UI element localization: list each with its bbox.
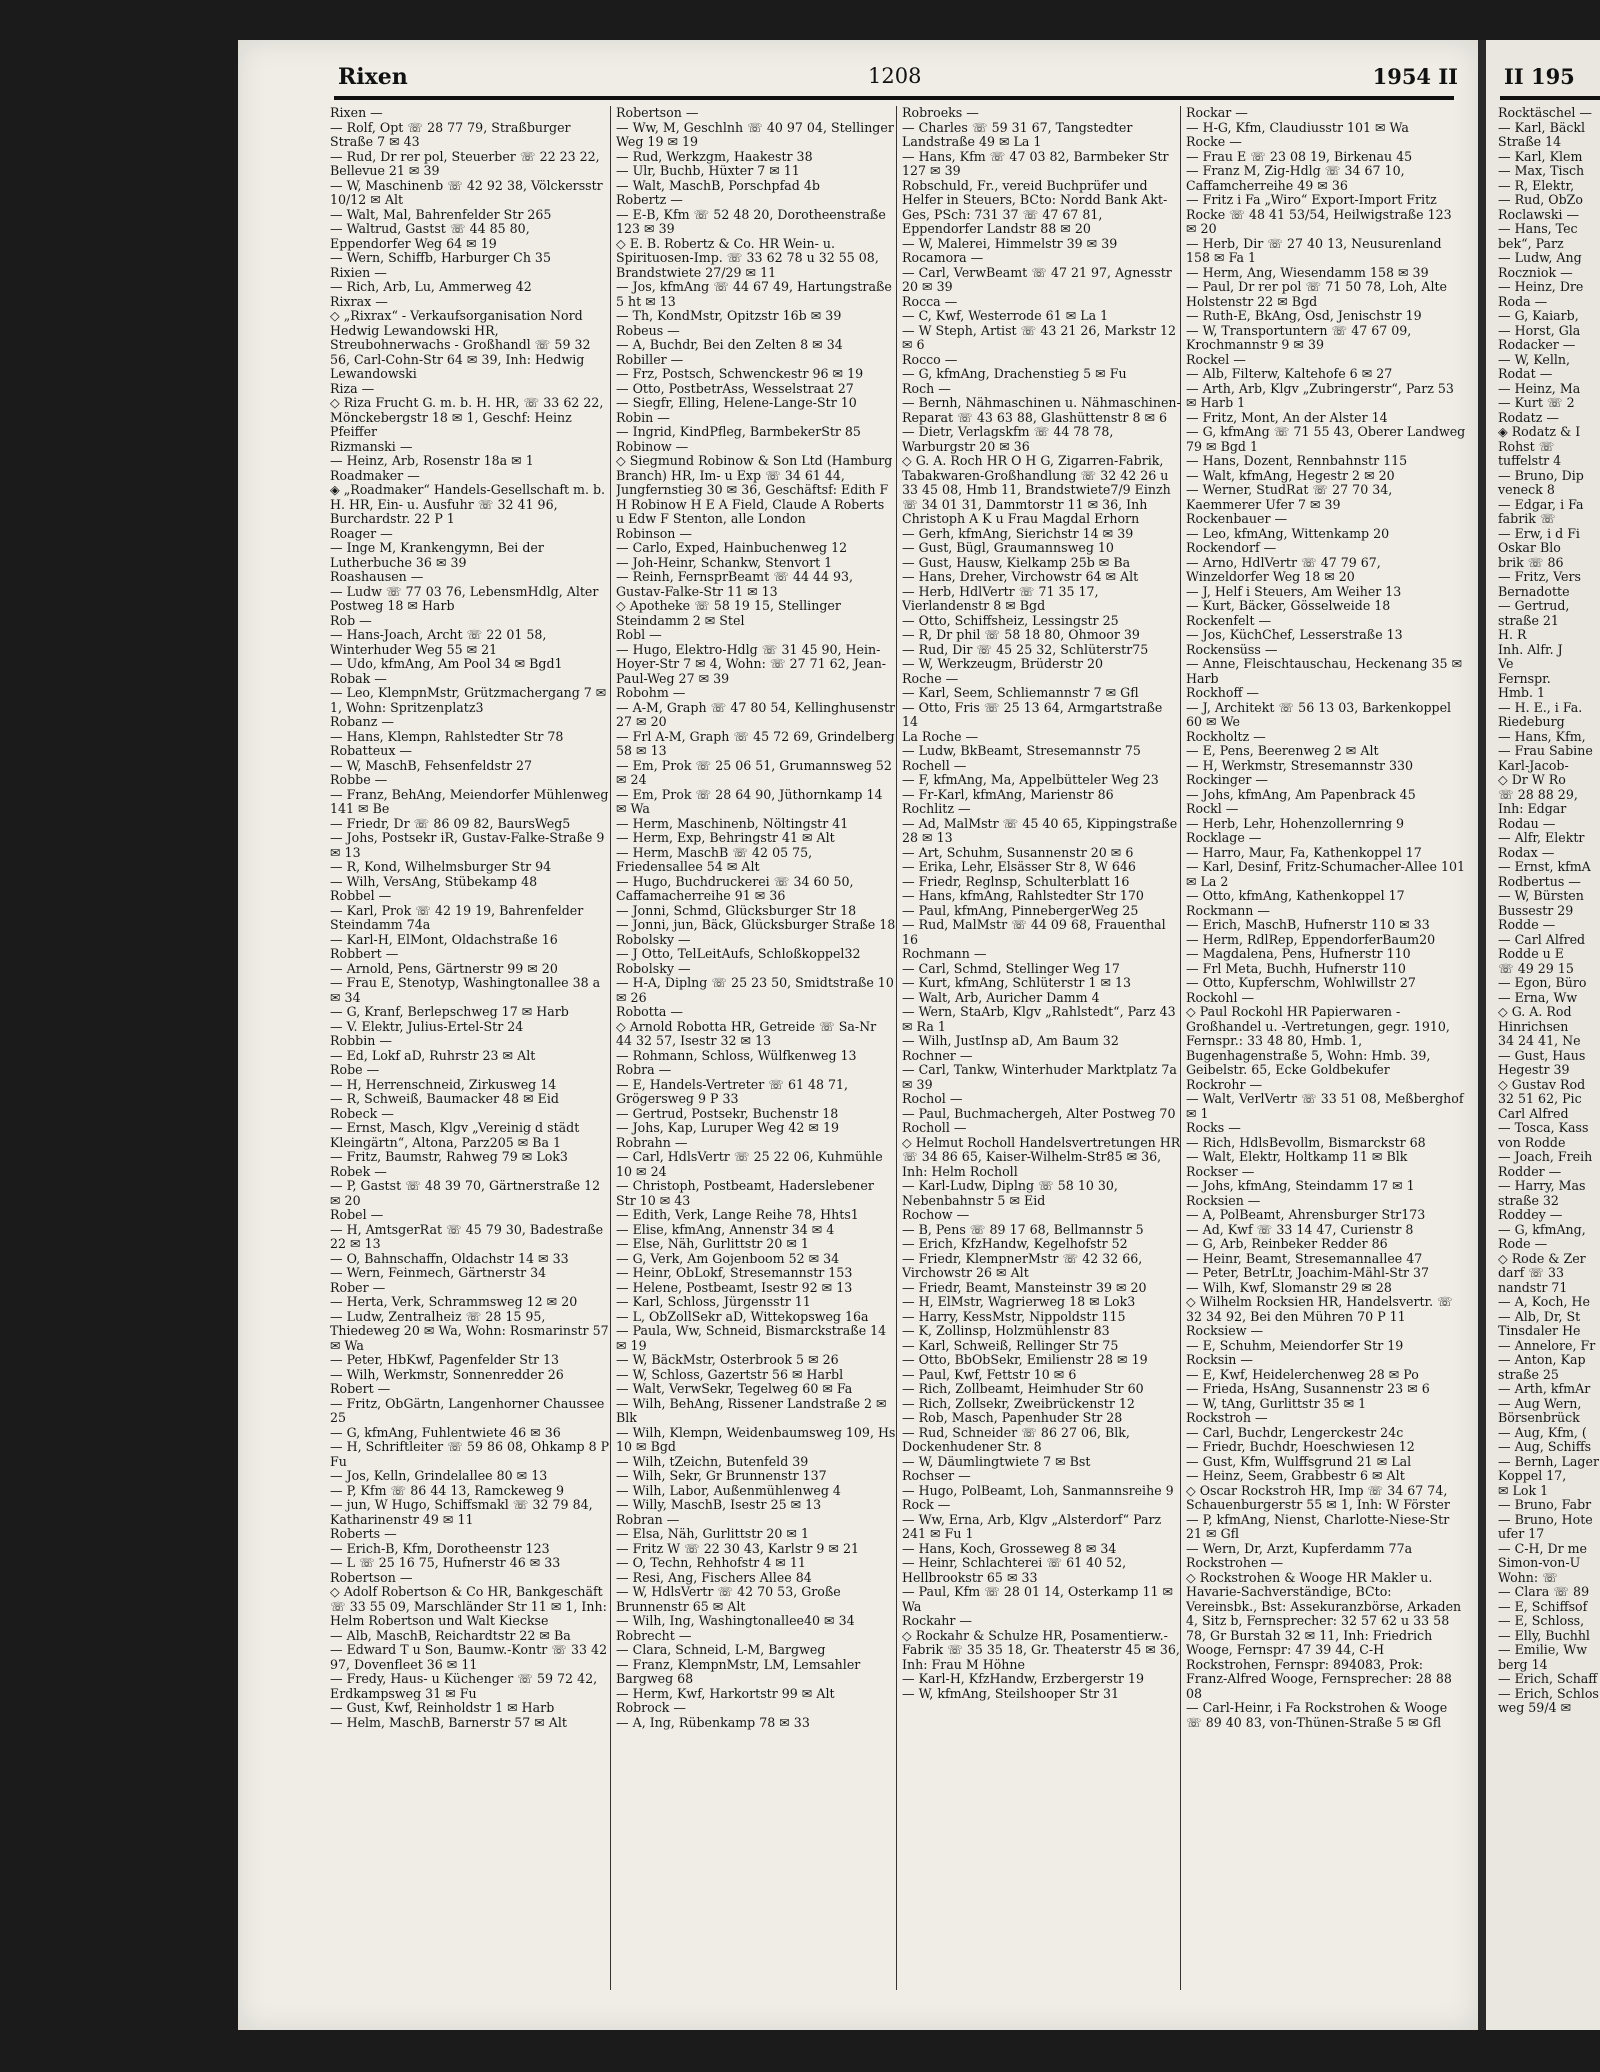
directory-page: [238, 40, 1478, 2030]
directory-column-3: [902, 106, 1182, 2000]
header-name: Rixen: [338, 64, 408, 90]
column-divider: [896, 106, 897, 1990]
directory-column-1: [330, 106, 610, 2000]
column-text: Rixen — — Rolf, Opt ☏ 28 77 79, Straßburger Straße 7 ✉ 43 — Rud, Dr rer pol, Steuerber ☏ 22 23 22, Bellevue 21 ✉ 39 — W, Maschinenb ☏ 42 92 38, Völckersstr 10/12 ✉ Alt — Walt, Mal, Bahrenfelder Str 265 — Waltrud, Gastst ☏ 44 85 80, Eppendorfer Weg 64 ✉ 19 — Wern, Schiffb, Harburger Ch 35 Rixien — — Rich, Arb, Lu, Ammerweg 42 Rixrax — ◇ „Rixrax“ - Verkaufsorganisation Nord Hedwig Lewandowski HR, Streubohnerwachs - Großhandl ☏ 59 32 56, Carl-Cohn-Str 64 ✉ 39, Inh: Hedwig Lewandowski Riza — ◇ Riza Frucht G. m. b. H. HR, ☏ 33 62 22, Mönckebergstr 18 ✉ 1, Geschf: Heinz Pfeiffer Rizmanski — — Heinz, Arb, Rosenstr 18a ✉ 1 Roadmaker — ◈ „Roadmaker“ Handels-Gesellschaft m. b. H. HR, Ein- u. Ausfuhr ☏ 32 41 96, Burchardstr. 22 P 1 Roager — — Inge M, Krankengymn, Bei der Lutherbuche 36 ✉ 39 Roashausen — — Ludw ☏ 77 03 76, LebensmHdlg, Alter Postweg 18 ✉ Harb Rob — — Hans-Joach, Archt ☏ 22 01 58, Winterhuder Weg 55 ✉ 21 — Udo, kfmAng, Am Pool 34 ✉ Bgd1 Robak — — Leo, KlempnMstr, Grützmachergang 7 ✉ 1, Wohn: Spritzenplatz3 Robanz — — Hans, Klempn, Rahlstedter Str 78 Robatteux — — W, MaschB, Fehsenfeldstr 27 Robbe — — Franz, BehAng, Meiendorfer Mühlenweg 141 ✉ Be — Friedr, Dr ☏ 86 09 82, BaursWeg5 — Johs, Postsekr iR, Gustav-Falke-Straße 9 ✉ 13 — R, Kond, Wilhelmsburger Str 94 — Wilh, VersAng, Stübekamp 48 Robbel — — Karl, Prok ☏ 42 19 19, Bahrenfelder Steindamm 74a — Karl-H, ElMont, Oldachstraße 16 Robbert — — Arnold, Pens, Gärtnerstr 99 ✉ 20 — Frau E, Stenotyp, Washingtonallee 38 a ✉ 34 — G, Kranf, Berlepschweg 17 ✉ Harb — V. Elektr, Julius-Ertel-Str 24 Robbin — — Ed, Lokf aD, Ruhrstr 23 ✉ Alt Robe — — H, Herrenschneid, Zirkusweg 14 — R, Schweiß, Baumacker 48 ✉ Eid Robeck — — Ernst, Masch, Klgv „Vereinig d städt Kleingärtn“, Altona, Parz205 ✉ Ba 1 — Fritz, Baumstr, Rahweg 79 ✉ Lok3 Robek — — P, Gastst ☏ 48 39 70, Gärtnerstraße 12 ✉ 20 Robel — — H, AmtsgerRat ☏ 45 79 30, Badestraße 22 ✉ 13 — O, Bahnschaffn, Oldachstr 14 ✉ 33 — Wern, Feinmech, Gärtnerstr 34 Rober — — Herta, Verk, Schrammsweg 12 ✉ 20 — Ludw, Zentralheiz ☏ 28 15 95, Thiedeweg 20 ✉ Wa, Wohn: Rosmarinstr 57 ✉ Wa — Peter, HbKwf, Pagenfelder Str 13 — Wilh, Werkmstr, Sonnenredder 26 Robert — — Fritz, ObGärtn, Langenhorner Chaussee 25 — G, kfmAng, Fuhlentwiete 46 ✉ 36 — H, Schriftleiter ☏ 59 86 08, Ohkamp 8 P Fu — Jos, Kelln, Grindelallee 80 ✉ 13 — P, Kfm ☏ 86 44 13, Ramckeweg 9 — jun, W Hugo, Schiffsmakl ☏ 32 79 84, Katharinenstr 49 ✉ 11 Roberts — — Erich-B, Kfm, Dorotheenstr 123 — L ☏ 25 16 75, Hufnerstr 46 ✉ 33 Robertson — ◇ Adolf Robertson & Co HR, Bankgeschäft ☏ 33 55 09, Marschländer Str 11 ✉ 1, Inh: Helm Robertson und Walt Kieckse — Alb, MaschB, Reichardtstr 22 ✉ Ba — Edward T u Son, Baumw.-Kontr ☏ 33 42 97, Dovenfleet 36 ✉ 11 — Fredy, Haus- u Küchenger ☏ 59 72 42, Erdkampsweg 31 ✉ Fu — Gust, Kwf, Reinholdstr 1 ✉ Harb — Helm, MaschB, Barnerstr 57 ✉ Alt: [330, 106, 610, 1730]
header-rule: [334, 96, 1454, 100]
directory-column-2: [616, 106, 896, 2000]
adjacent-page-header: II 195: [1504, 64, 1575, 89]
column-text: Rockar — — H-G, Kfm, Claudiusstr 101 ✉ Wa Rocke — — Frau E ☏ 23 08 19, Birkenau 45 — Franz M, Zig-Hdlg ☏ 34 67 10, Caffamcherreihe 49 ✉ 36 — Fritz i Fa „Wiro“ Export-Import Fritz Rocke ☏ 48 41 53/54, Heilwigstraße 123 ✉ 20 — Herb, Dir ☏ 27 40 13, Neusurenland 158 ✉ Fa 1 — Herm, Ang, Wiesendamm 158 ✉ 39 — Paul, Dr rer pol ☏ 71 50 78, Loh, Alte Holstenstr 22 ✉ Bgd — Ruth-E, BkAng, Osd, Jenischstr 19 — W, Transportuntern ☏ 47 67 09, Krochmannstr 9 ✉ 39 Rockel — — Alb, Filterw, Kaltehofe 6 ✉ 27 — Arth, Arb, Klgv „Zubringerstr“, Parz 53 ✉ Harb 1 — Fritz, Mont, An der Alster 14 — G, kfmAng ☏ 71 55 43, Oberer Landweg 79 ✉ Bgd 1 — Hans, Dozent, Rennbahnstr 115 — Walt, kfmAng, Hegestr 2 ✉ 20 — Werner, StudRat ☏ 27 70 34, Kaemmerer Ufer 7 ✉ 39 Rockenbauer — — Leo, kfmAng, Wittenkamp 20 Rockendorf — — Arno, HdlVertr ☏ 47 79 67, Winzeldorfer Weg 18 ✉ 20 — J, Helf i Steuers, Am Weiher 13 — Kurt, Bäcker, Gösselweide 18 Rockenfelt — — Jos, KüchChef, Lesserstraße 13 Rockensüss — — Anne, Fleischtauschau, Heckenang 35 ✉ Harb Rockhoff — — J, Architekt ☏ 56 13 03, Barkenkoppel 60 ✉ We Rockholtz — — E, Pens, Beerenweg 2 ✉ Alt — H, Werkmstr, Stresemannstr 330 Rockinger — — Johs, kfmAng, Am Papenbrack 45 Rockl — — Herb, Lehr, Hohenzollernring 9 Rocklage — — Harro, Maur, Fa, Kathenkoppel 17 — Karl, Desinf, Fritz-Schumacher-Allee 101 ✉ La 2 — Otto, kfmAng, Kathenkoppel 17 Rockmann — — Erich, MaschB, Hufnerstr 110 ✉ 33 — Herm, RdlRep, EppendorferBaum20 — Magdalena, Pens, Hufnerstr 110 — Frl Meta, Buchh, Hufnerstr 110 — Otto, Kupferschm, Wohlwillstr 27 Rockohl — ◇ Paul Rockohl HR Papierwaren - Großhandel u. -Vertretungen, gegr. 1910, Fernspr.: 33 48 80, Hmb. 1, Bugenhagenstraße 5, Wohn: Hmb. 39, Geibelstr. 65, Ecke Goldbekufer Rockrohr — — Walt, VerlVertr ☏ 33 51 08, Meßberghof ✉ 1 Rocks — — Rich, HdlsBevollm, Bismarckstr 68 — Walt, Elektr, Holtkamp 11 ✉ Blk Rockser — — Johs, kfmAng, Steindamm 17 ✉ 1 Rocksien — — A, PolBeamt, Ahrensburger Str173 — Ad, Kwf ☏ 33 14 47, Curienstr 8 — G, Arb, Reinbeker Redder 86 — Heinr, Beamt, Stresemannallee 47 — Peter, BetrLtr, Joachim-Mähl-Str 37 — Wilh, Kwf, Slomanstr 29 ✉ 28 ◇ Wilhelm Rocksien HR, Handelsvertr. ☏ 32 34 92, Bei den Mühren 70 P 11 Rocksiew — — E, Schuhm, Meiendorfer Str 19 Rocksin — — E, Kwf, Heidelerchenweg 28 ✉ Po — Frieda, HsAng, Susannenstr 23 ✉ 6 — W, tAng, Gurlittstr 35 ✉ 1 Rockstroh — — Carl, Buchdr, Lengerckestr 24c — Friedr, Buchdr, Hoeschwiesen 12 — Gust, Kfm, Wulffsgrund 21 ✉ Lal — Heinz, Seem, Grabbestr 6 ✉ Alt ◇ Oscar Rockstroh HR, Imp ☏ 34 67 74, Schauenburgerstr 55 ✉ 1, Inh: W Förster — P, kfmAng, Nienst, Charlotte-Niese-Str 21 ✉ Gfl — Wern, Dr, Arzt, Kupferdamm 77a Rockstrohen — ◇ Rockstrohen & Wooge HR Makler u. Havarie-Sachverständige, BCto: Vereinsbk., Bst: Assekuranzbörse, Arkaden 4, Sitz b, Fernsprecher: 32 57 62 u 33 58 78, Gr Burstah 32 ✉ 11, Inh: Friedrich Wooge, Fernspr: 47 39 44, C-H Rockstrohen, Fernspr: 894083, Prok: Franz-Alfred Wooge, Fernsprecher: 28 88 08 — Carl-Heinr, i Fa Rockstrohen & Wooge ☏ 89 40 83, von-Thünen-Straße 5 ✉ Gfl: [1186, 106, 1466, 1730]
adjacent-page: [1486, 40, 1600, 2030]
column-text: Robroeks — — Charles ☏ 59 31 67, Tangstedter Landstraße 49 ✉ La 1 — Hans, Kfm ☏ 47 03 82, Barmbeker Str 127 ✉ 39 Robschuld, Fr., vereid Buchprüfer und Helfer in Steuers, BCto: Nordd Bank Akt-Ges, PSch: 731 37 ☏ 47 67 81, Eppendorfer Landstr 88 ✉ 20 — W, Malerei, Himmelstr 39 ✉ 39 Rocamora — — Carl, VerwBeamt ☏ 47 21 97, Agnesstr 20 ✉ 39 Rocca — — C, Kwf, Westerrode 61 ✉ La 1 — W Steph, Artist ☏ 43 21 26, Markstr 12 ✉ 6 Rocco — — G, kfmAng, Drachenstieg 5 ✉ Fu Roch — — Bernh, Nähmaschinen u. Nähmaschinen-Reparat ☏ 43 63 88, Glashüttenstr 8 ✉ 6 — Dietr, Verlagskfm ☏ 44 78 78, Warburgstr 20 ✉ 36 ◇ G. A. Roch HR O H G, Zigarren-Fabrik, Tabakwaren-Großhandlung ☏ 32 42 26 u 33 45 08, Hmb 11, Brandstwiete7/9 Einzh ☏ 34 01 31, Dammtorstr 11 ✉ 36, Inh Christoph A K u Frau Magdal Erhorn — Gerh, kfmAng, Sierichstr 14 ✉ 39 — Gust, Bügl, Graumannsweg 10 — Gust, Hausw, Kielkamp 25b ✉ Ba — Hans, Dreher, Virchowstr 64 ✉ Alt — Herb, HdlVertr ☏ 71 35 17, Vierlandenstr 8 ✉ Bgd — Otto, Schiffsheiz, Lessingstr 25 — R, Dr phil ☏ 58 18 80, Ohmoor 39 — Rud, Dir ☏ 45 25 32, Schlüterstr75 — W, Werkzeugm, Brüderstr 20 Roche — — Karl, Seem, Schliemannstr 7 ✉ Gfl — Otto, Fris ☏ 25 13 64, Armgartstraße 14 La Roche — — Ludw, BkBeamt, Stresemannstr 75 Rochell — — F, kfmAng, Ma, Appelbütteler Weg 23 — Fr-Karl, kfmAng, Marienstr 86 Rochlitz — — Ad, MalMstr ☏ 45 40 65, Kippingstraße 28 ✉ 13 — Art, Schuhm, Susannenstr 20 ✉ 6 — Erika, Lehr, Elsässer Str 8, W 646 — Friedr, Reglnsp, Schulterblatt 16 — Hans, kfmAng, Rahlstedter Str 170 — Paul, kfmAng, PinnebergerWeg 25 — Rud, MalMstr ☏ 44 09 68, Frauenthal 16 Rochmann — — Carl, Schmd, Stellinger Weg 17 — Kurt, kfmAng, Schlüterstr 1 ✉ 13 — Walt, Arb, Auricher Damm 4 — Wern, StaArb, Klgv „Rahlstedt“, Parz 43 ✉ Ra 1 — Wilh, JustInsp aD, Am Baum 32 Rochner — — Carl, Tankw, Winterhuder Marktplatz 7a ✉ 39 Rochol — — Paul, Buchmachergeh, Alter Postweg 70 Rocholl — ◇ Helmut Rocholl Handelsvertretungen HR ☏ 34 86 65, Kaiser-Wilhelm-Str85 ✉ 36, Inh: Helm Rocholl — Karl-Ludw, Diplng ☏ 58 10 30, Nebenbahnstr 5 ✉ Eid Rochow — — B, Pens ☏ 89 17 68, Bellmannstr 5 — Erich, KfzHandw, Kegelhofstr 52 — Friedr, KlempnerMstr ☏ 42 32 66, Virchowstr 26 ✉ Alt — Friedr, Beamt, Mansteinstr 39 ✉ 20 — H, ElMstr, Wagrierweg 18 ✉ Lok3 — Harry, KessMstr, Nippoldstr 115 — K, Zollinsp, Holzmühlenstr 83 — Karl, Schweiß, Rellinger Str 75 — Otto, BbObSekr, Emilienstr 28 ✉ 19 — Paul, Kwf, Fettstr 10 ✉ 6 — Rich, Zollbeamt, Heimhuder Str 60 — Rich, Zollsekr, Zweibrückenstr 12 — Rob, Masch, Papenhuder Str 28 — Rud, Schneider ☏ 86 27 06, Blk, Dockenhudener Str. 8 — W, Däumlingtwiete 7 ✉ Bst Rochser — — Hugo, PolBeamt, Loh, Sanmannsreihe 9 Rock — — Ww, Erna, Arb, Klgv „Alsterdorf“ Parz 241 ✉ Fu 1 — Hans, Koch, Grosseweg 8 ✉ 34 — Heinr, Schlachterei ☏ 61 40 52, Hellbrookstr 65 ✉ 33 — Paul, Kfm ☏ 28 01 14, Osterkamp 11 ✉ Wa Rockahr — ◇ Rockahr & Schulze HR, Posamentierw.-Fabrik ☏ 35 35 18, Gr. Theaterstr 45 ✉ 36, Inh: Frau M Höhne — Karl-H, KfzHandw, Erzbergerstr 19 — W, kfmAng, Steilshooper Str 31: [902, 106, 1181, 1701]
adjacent-header-rule: [1500, 96, 1600, 100]
directory-column-4: [1186, 106, 1466, 2000]
book-gutter: [1478, 40, 1486, 2030]
column-text: Robertson — — Ww, M, Geschlnh ☏ 40 97 04, Stellinger Weg 19 ✉ 19 — Rud, Werkzgm, Haakestr 38 — Ulr, Buchb, Hüxter 7 ✉ 11 — Walt, MaschB, Porschpfad 4b Robertz — — E-B, Kfm ☏ 52 48 20, Dorotheenstraße 123 ✉ 39 ◇ E. B. Robertz & Co. HR Wein- u. Spirituosen-Imp. ☏ 33 62 78 u 32 55 08, Brandstwiete 27/29 ✉ 11 — Jos, kfmAng ☏ 44 67 49, Hartungstraße 5 ht ✉ 13 — Th, KondMstr, Opitzstr 16b ✉ 39 Robeus — — A, Buchdr, Bei den Zelten 8 ✉ 34 Robiller — — Frz, Postsch, Schwenckestr 96 ✉ 19 — Otto, PostbetrAss, Wesselstraat 27 — Siegfr, Elling, Helene-Lange-Str 10 Robin — — Ingrid, KindPfleg, BarmbekerStr 85 Robinow — ◇ Siegmund Robinow & Son Ltd (Hamburg Branch) HR, Im- u Exp ☏ 34 61 44, Jungfernstieg 30 ✉ 36, Geschäftsf: Edith F H Robinow H E A Field, Claude A Roberts u Edw F Stenton, alle London Robinson — — Carlo, Exped, Hainbuchenweg 12 — Joh-Heinr, Schankw, Stenvort 1 — Reinh, FernsprBeamt ☏ 44 44 93, Gustav-Falke-Str 11 ✉ 13 ◇ Apotheke ☏ 58 19 15, Stellinger Steindamm 2 ✉ Stel Robl — — Hugo, Elektro-Hdlg ☏ 31 45 90, Hein-Hoyer-Str 7 ✉ 4, Wohn: ☏ 27 71 62, Jean-Paul-Weg 27 ✉ 39 Robohm — — A-M, Graph ☏ 47 80 54, Kellinghusenstr 27 ✉ 20 — Frl A-M, Graph ☏ 45 72 69, Grindelberg 58 ✉ 13 — Em, Prok ☏ 25 06 51, Grumannsweg 52 ✉ 24 — Em, Prok ☏ 28 64 90, Jüthornkamp 14 ✉ Wa — Herm, Maschinenb, Nöltingstr 41 — Herm, Exp, Behringstr 41 ✉ Alt — Herm, MaschB ☏ 42 05 75, Friedensallee 54 ✉ Alt — Hugo, Buchdruckerei ☏ 34 60 50, Caffamacherreihe 91 ✉ 36 — Jonni, Schmd, Glücksburger Str 18 — Jonni, jun, Bäck, Glücksburger Straße 18 Robolsky — — J Otto, TelLeitAufs, Schloßkoppel32 Robolsky — — H-A, Diplng ☏ 25 23 50, Smidtstraße 10 ✉ 26 Robotta — ◇ Arnold Robotta HR, Getreide ☏ Sa-Nr 44 32 57, Isestr 32 ✉ 13 — Rohmann, Schloss, Wülfkenweg 13 Robra — — E, Handels-Vertreter ☏ 61 48 71, Grögersweg 9 P 33 — Gertrud, Postsekr, Buchenstr 18 — Johs, Kap, Luruper Weg 42 ✉ 19 Robrahn — — Carl, HdlsVertr ☏ 25 22 06, Kuhmühle 10 ✉ 24 — Christoph, Postbeamt, Haderslebener Str 10 ✉ 43 — Edith, Verk, Lange Reihe 78, Hhts1 — Elise, kfmAng, Annenstr 34 ✉ 4 — Else, Näh, Gurlittstr 20 ✉ 1 — G, Verk, Am Gojenboom 52 ✉ 34 — Heinr, ObLokf, Stresemannstr 153 — Helene, Postbeamt, Isestr 92 ✉ 13 — Karl, Schloss, Jürgensstr 11 — L, ObZollSekr aD, Wittekopsweg 16a — Paula, Ww, Schneid, Bismarckstraße 14 ✉ 19 — W, BäckMstr, Osterbrook 5 ✉ 26 — W, Schloss, Gazertstr 56 ✉ Harbl — Walt, VerwSekr, Tegelweg 60 ✉ Fa — Wilh, BehAng, Rissener Landstraße 2 ✉ Blk — Wilh, Klempn, Weidenbaumsweg 109, Hs 10 ✉ Bgd — Wilh, tZeichn, Butenfeld 39 — Wilh, Sekr, Gr Brunnenstr 137 — Wilh, Labor, Außenmühlenweg 4 — Willy, MaschB, Isestr 25 ✉ 13 Robran — — Elsa, Näh, Gurlittstr 20 ✉ 1 — Fritz W ☏ 22 30 43, Karlstr 9 ✉ 21 — O, Techn, Rehhofstr 4 ✉ 11 — Resi, Ang, Fischers Allee 84 — W, HdlsVertr ☏ 42 70 53, Große Brunnenstr 65 ✉ Alt — Wilh, Ing, Washingtonallee40 ✉ 34 Robrecht — — Clara, Schneid, L-M, Bargweg — Franz, KlempnMstr, LM, Lemsahler Bargweg 68 — Herm, Kwf, Harkortstr 99 ✉ Alt Robrock — — A, Ing, Rübenkamp 78 ✉ 33: [616, 106, 896, 1730]
page-number: 1208: [868, 64, 922, 88]
adjacent-page-column: Rocktäschel — — Karl, Bäckl Straße 14 — Karl, Klem — Max, Tisch — R, Elektr, — Rud, ObZo Roclawski — — Hans, Tec bek“, Parz — Ludw, Ang Roczniok — — Heinz, Dre Roda — — G, Kaiarb, — Horst, Gla Rodacker — — W, Kelln, Rodat — — Heinz, Ma — Kurt ☏ 2 Rodatz — ◈ Rodatz & I Rohst ☏ tuffelstr 4 — Bruno, Dip veneck 8 — Edgar, i Fa fabrik ☏ — Erw, i d Fi Oskar Blo brik ☏ 86 — Fritz, Vers Bernadotte — Gertrud, straße 21 H. R Inh. Alfr. J Ve Fernspr. Hmb. 1 — H. E., i Fa. Riedeburg — Hans, Kfm, — Frau Sabine Karl-Jacob- ◇ Dr W Ro ☏ 28 88 29, Inh: Edgar Rodau — — Alfr, Elektr Rodax — — Ernst, kfmA Rodbertus — — W, Bürsten Bussestr 29 Rodde — — Carl Alfred Rodde u E ☏ 49 29 15 — Egon, Büro — Erna, Ww ◇ G. A. Rod Hinrichsen 34 24 41, Ne — Gust, Haus Hegestr 39 ◇ Gustav Rod 32 51 62, Pic Carl Alfred — Tosca, Kass von Rodde — Joach, Freih Rodder — — Harry, Mas straße 32 Roddey — — G, kfmAng, Rode — ◇ Rode & Zer darf ☏ 33 nandstr 71 — A, Koch, He — Alb, Dr, St Tinsdaler He — Annelore, Fr — Anton, Kap straße 25 — Arth, kfmAr — Aug Wern, Börsenbrück — Aug, Kfm, ( — Aug, Schiffs — Bernh, Lager Koppel 17, ✉ Lok 1 — Bruno, Fabr — Bruno, Hote ufer 17 — C-H, Dr me Simon-von-U Wohn: ☏ — Clara ☏ 89 — E, Schiffsof — E, Schloss, — Elly, Buchhl — Emilie, Ww berg 14 — Erich, Schaff — Erich, Schlos weg 59/4 ✉: [1498, 105, 1599, 1715]
header-year-volume: 1954 II: [1372, 64, 1458, 89]
column-divider: [610, 106, 611, 1990]
